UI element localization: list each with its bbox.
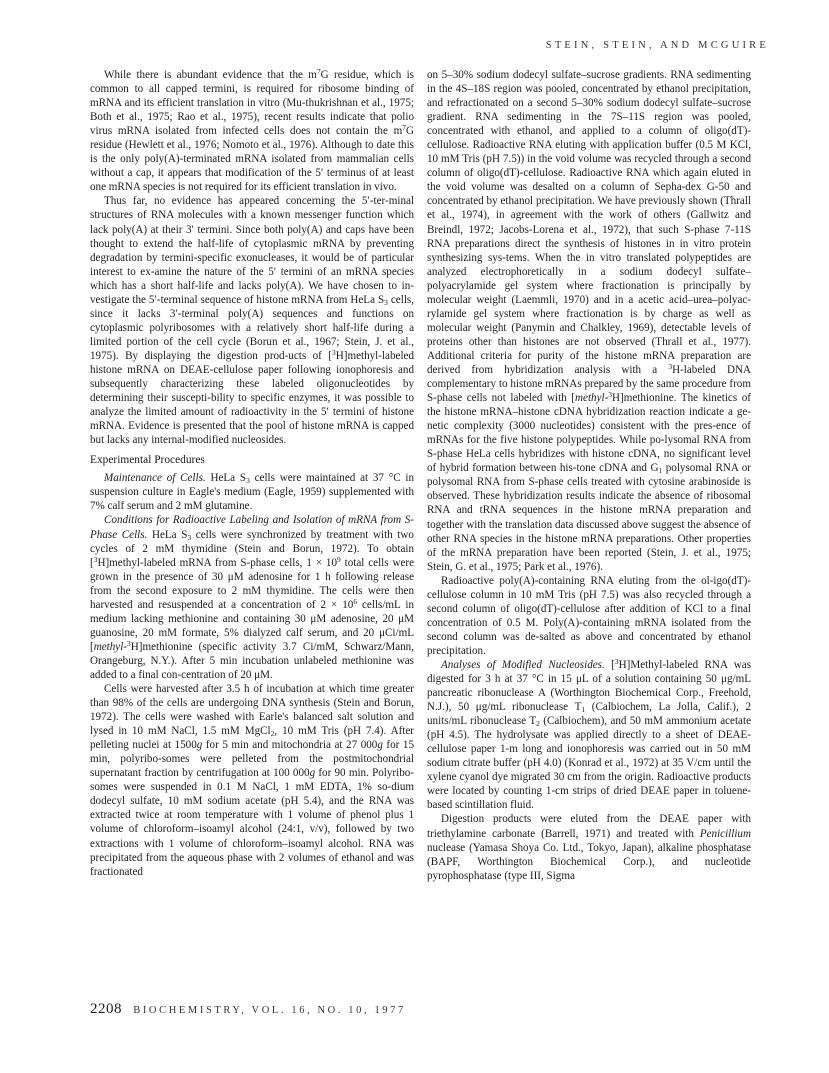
running-head: STEIN, STEIN, AND MCGUIRE — [545, 40, 769, 51]
journal-citation: BIOCHEMISTRY, VOL. 16, NO. 10, 1977 — [133, 1005, 406, 1016]
section-heading: Experimental Procedures — [90, 454, 205, 467]
methods-analyses-paragraph: Analyses of Modified Nucleosides. [$^3$H]Methyl-labeled RNA was digested for 3 h at 37 °C in 15 μL of a solution containing 50 μg/mL pancreatic ribonuclease A (Worthington Biochemical Corp., Freehold, N.J.), 50 μg/mL ribonuclease $T_1$ (Calbiochem, La Jolla, Calif.), 2 units/mL ribonuclease $T_2$ (Calbiochem), and 50 mM ammonium acetate (pH 4.5). The hydrolysate was applied directly to a sheet of DEAE-cellulose paper 1-m long and ionophoresis was carried out in 50 mM sodium citrate buffer (pH 4.0) (Konrad et al., 1972) at 35 V/cm until the xylene cyanol dye migrated 30 cm from the origin. Radioactive products were located by counting 1-cm strips of dried DEAE paper in toluene-based scintillation fluid. — [427, 656, 752, 812]
intro-paragraph-1: While there is abundant evidence that the $m^7G$ residue, which is common to all capped termini, is required for ribosome binding of mRNA and its efficient translation in vitro (Mu-thukrishnan et al., 1975; Both et al., 1975; Rao et al., 1975), recent results indicate that polio virus mRNA isolated from infected cells does not contain the $m^7G$ residue (Hewlett et al., 1976; Nomoto et al., 1976). Although to date this is the only poly(A)-terminated mRNA isolated from mammalian cells without a cap, it appears that modification of the 5′ terminus of at least one mRNA species is not required for its efficient translation in vivo. — [90, 67, 415, 194]
methods-fractionation-paragraph: on 5–30% sodium dodecyl sulfate–sucrose gradients. RNA sedimenting in the 4S–18S region was pooled, concentrated by ethanol precipitation, and refractionated on a second 5–30% sodium dodecyl sulfate–sucrose gradient. RNA sedimenting in the 7S–11S region was pooled, concentrated with ethanol, and applied to a column of oligo(dT)-cellulose. Radioactive RNA eluting with application buffer (0.5 M KCl, 10 mM Tris (pH 7.5)) in the void volume was recycled through a second column of oligo(dT)-cellulose. Radioactive RNA which again eluted in the void volume was desalted on a column of Sepha-dex G-50 and concentrated by ethanol precipitation. We have previously shown (Thrall et al., 1974), in agreement with the work of others (Gallwitz and Breindl, 1972; Jacobs-Lorena et al., 1972), that such S-phase 7-11S RNA preparations direct the synthesis of histones in in vitro protein synthesizing sys-tems. When the in vitro translated polypeptides are analyzed electrophoretically in a sodium dodecyl sulfate–polyacrylamide gel system where fractionation is principally by molecular weight (Laemmli, 1970) and in a acetic acid–urea–polyac-rylamide gel system where fractionation is by charge as well as molecular weight (Panymin and Chalkley, 1969), detectable levels of proteins other than histones are not observed (Thrall et al., 1977). Additional criteria for purity of the histone mRNA preparation are derived from hybridization analysis with a $^3$H-labeled DNA complementary to histone mRNAs prepared by the same procedure from S-phase cells not labeled with [methyl-$^3$H]methionine. The kinetics of the histone mRNA–histone cDNA hybridization reaction indicate a ge-netic complexity (3000 nucleotides) consistent with the pres-ence of mRNAs for the five histone polypeptides. While po-lysomal RNA from S-phase HeLa cells hybridizes with histone cDNA, no significant level of hybrid formation between his-tone cDNA and $G_1$ polysomal RNA or polysomal RNA from S-phase cells treated with cytosine arabinoside is observed. These hybridization results indicate the absence of ribosomal RNA and tRNA sequences in the histone mRNA preparation and together with the translation data discussed above suggest the absence of other RNA species in the histone mRNA preparations. Other properties of the mRNA preparation have been reported (Stein, J. et al., 1975; Stein, G. et al., 1975; Park et al., 1976). — [427, 69, 752, 573]
subsection-title: Analyses of Modified Nucleosides. — [441, 658, 605, 671]
right-column — [427, 68, 751, 883]
methods-polya-paragraph: Radioactive poly(A)-containing RNA eluting from the ol-igo(dT)-cellulose column in 10 mM Tris (pH 7.5) was also recycled through a second column of oligo(dT)-cellulose after addition of KCl to a final concentration of 0.5 M. Poly(A)-containing mRNA isolated from the second column was de-salted as above and concentrated by ethanol precipitation. — [427, 574, 751, 657]
page-number: 2208 — [90, 1001, 122, 1017]
subsection-title: Conditions for Radioactive Labeling and Isolation of mRNA from S-Phase Cells. — [90, 514, 414, 541]
subsection-title: Maintenance of Cells. — [104, 472, 206, 485]
intro-paragraph-2: Thus far, no evidence has appeared concerning the 5′-ter-minal structures of RNA molecules with a known messenger function which lack poly(A) at their 3′ termini. Since both poly(A) and caps have been thought to extend the half-life of cytoplasmic mRNA by preventing degradation by termini-specific exonucleases, it would be of particular interest to ex-amine the nature of the 5′ termini of an mRNA species which has a short half-life and lacks poly(A). We have chosen to in-vestigate the 5′-terminal sequence of histone mRNA from HeLa $S_3$ cells, since it lacks 3′-terminal poly(A) sequences and functions on cytoplasmic polyribosomes with a relatively short half-life during a limited portion of the cell cycle (Borun et al., 1967; Stein, J. et al., 1975). By displaying the digestion prod-ucts of [$^3$H]methyl-labeled histone mRNA on DEAE-cellulose paper following ionophoresis and subsequently characterizing these labeled oligonucleotides by determining their suscepti-bility to specific enzymes, it was possible to analyze the limited amount of radioactivity in the 5′ termini of histone mRNA. Evidence is presented that the pool of histone mRNA is capped but lacks any internal-modified nucleosides. — [90, 195, 414, 447]
methods-maintenance-paragraph: Maintenance of Cells. HeLa $S_3$ cells were maintained at 37 °C in suspension culture in Eagle's medium (Eagle, 1959) supplemented with 7% calf serum and 2 mM glutamine. — [90, 472, 415, 513]
methods-labeling-paragraph: Conditions for Radioactive Labeling and Isolation of mRNA from S-Phase Cells. HeLa $S_3$ cells were synchronized by treatment with two cycles of 2 mM thymidine (Stein and Borun, 1972). To obtain [$^3$H]methyl-labeled mRNA from S-phase cells, $1 \times 10^9$ total cells were grown in the presence of 30 μM adenosine for 1 h following release from the second exposure to 2 mM thymidine. The cells were then harvested and resuspended at a concentration of $2 \times 10^6$ cells/mL in medium lacking methionine and containing 30 μM adenosine, 20 μM guanosine, 20 mM formate, 5% dialyzed calf serum, and 20 μCi/mL [methyl-$^3$H]methionine (specific activity 3.7 Ci/mM, Schwarz/Mann, Orangeburg, N.Y.). After 5 min incubation unlabeled methionine was added to a final con-centration of 20 μM. — [90, 514, 414, 681]
left-column — [90, 68, 414, 879]
methods-digestion-paragraph: Digestion products were eluted from the DEAE paper with triethylamine carbonate (Barrell, 1971) and treated with Penicillium nuclease (Yamasa Shoya Co. Ltd., Tokyo, Japan), alkaline phosphatase (BAPF, Worthington Biochemical Corp.), and nucleotide pyrophosphatase (type III, Sigma — [427, 813, 751, 882]
methods-harvest-paragraph: Cells were harvested after 3.5 h of incubation at which time greater than 98% of the cells are undergoing DNA synthesis (Stein and Borun, 1972). The cells were washed with Earle's balanced salt solution and lysed in 10 mM NaCl, 1.5 mM MgCl$_2$, 10 mM Tris (pH 7.4). After pelleting nuclei at 1500g for 5 min and mitochondria at 27 000g for 15 min, polyribo-somes were pelleted from the postmitochondrial supernatant fraction by centrifugation at 100 000g for 90 min. Polyribo-somes were suspended in 0.1 M NaCl, 1 mM EDTA, 1% so-dium dodecyl sulfate, 10 mM sodium acetate (pH 5.4), and the RNA was extracted twice at room temperature with 1 volume of phenol plus 1 volume of chloroform–isoamyl alcohol (24:1, v/v), followed by two extractions with 1 volume of chloroform–isoamyl alcohol. RNA was precipitated from the aqueous phase with 2 volumes of ethanol and was fractionated — [90, 683, 415, 878]
page-footer — [90, 1001, 406, 1018]
